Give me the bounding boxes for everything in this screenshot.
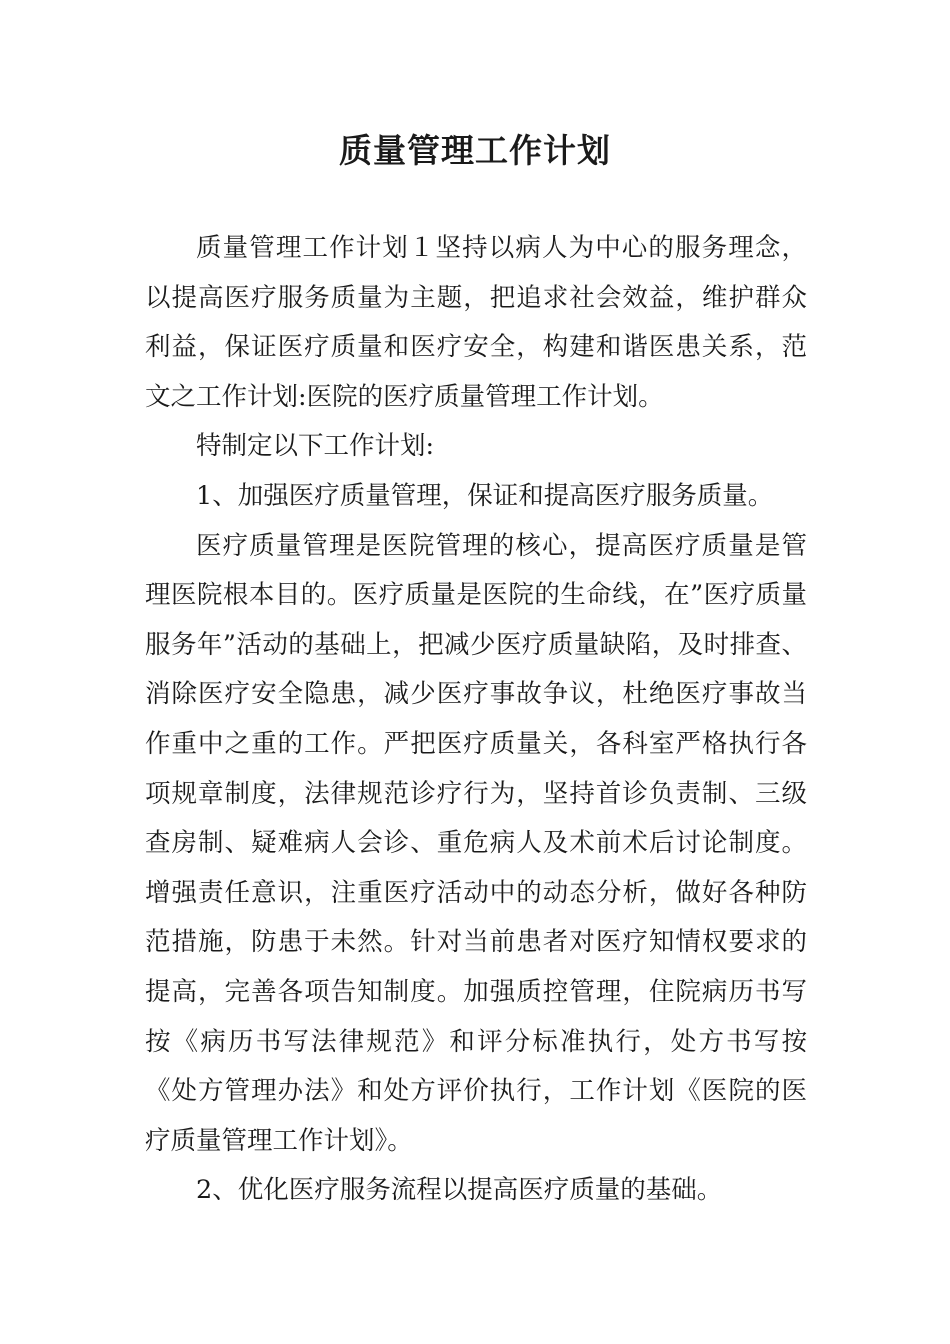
paragraph-section-1-body: 医疗质量管理是医院管理的核心，提高医疗质量是管理医院根本目的。医疗质量是医院的生命线，在”医疗质量服务年”活动的基础上，把减少医疗质量缺陷，及时排查、消除医疗安全隐患，减少医疗事故争议，杜绝医疗事故当作重中之重的工作。严把医疗质量关，各科室严格执行各项规章制度，法律规范诊疗行为，坚持首诊负责制、三级查房制、疑难病人会诊、重危病人及术前术后讨论制度。增强责任意识，注重医疗活动中的动态分析，做好各种防范措施，防患于未然。针对当前患者对医疗知情权要求的提高，完善各项告知制度。加强质控管理，住院病历书写按《病历书写法律规范》和评分标准执行，处方书写按《处方管理办法》和处方评价执行，工作计划《医院的医疗质量管理工作计划》。 <box>145 530 807 1156</box>
paragraph-plan-lead: 特制定以下工作计划: <box>196 431 435 462</box>
paragraph-section-1-heading: 1、加强医疗质量管理，保证和提高医疗服务质量。 <box>196 480 774 511</box>
document-title: 质量管理工作计划 <box>339 131 611 170</box>
document-body <box>145 224 807 1216</box>
paragraph-intro: 质量管理工作计划１坚持以病人为中心的服务理念，以提高医疗服务质量为主题，把追求社会效益，维护群众利益，保证医疗质量和医疗安全，构建和谐医患关系，范文之工作计划:医院的医疗质量管理工作计划。 <box>145 233 807 412</box>
paragraph-section-2-heading: 2、优化医疗服务流程以提高医疗质量的基础。 <box>196 1175 723 1206</box>
